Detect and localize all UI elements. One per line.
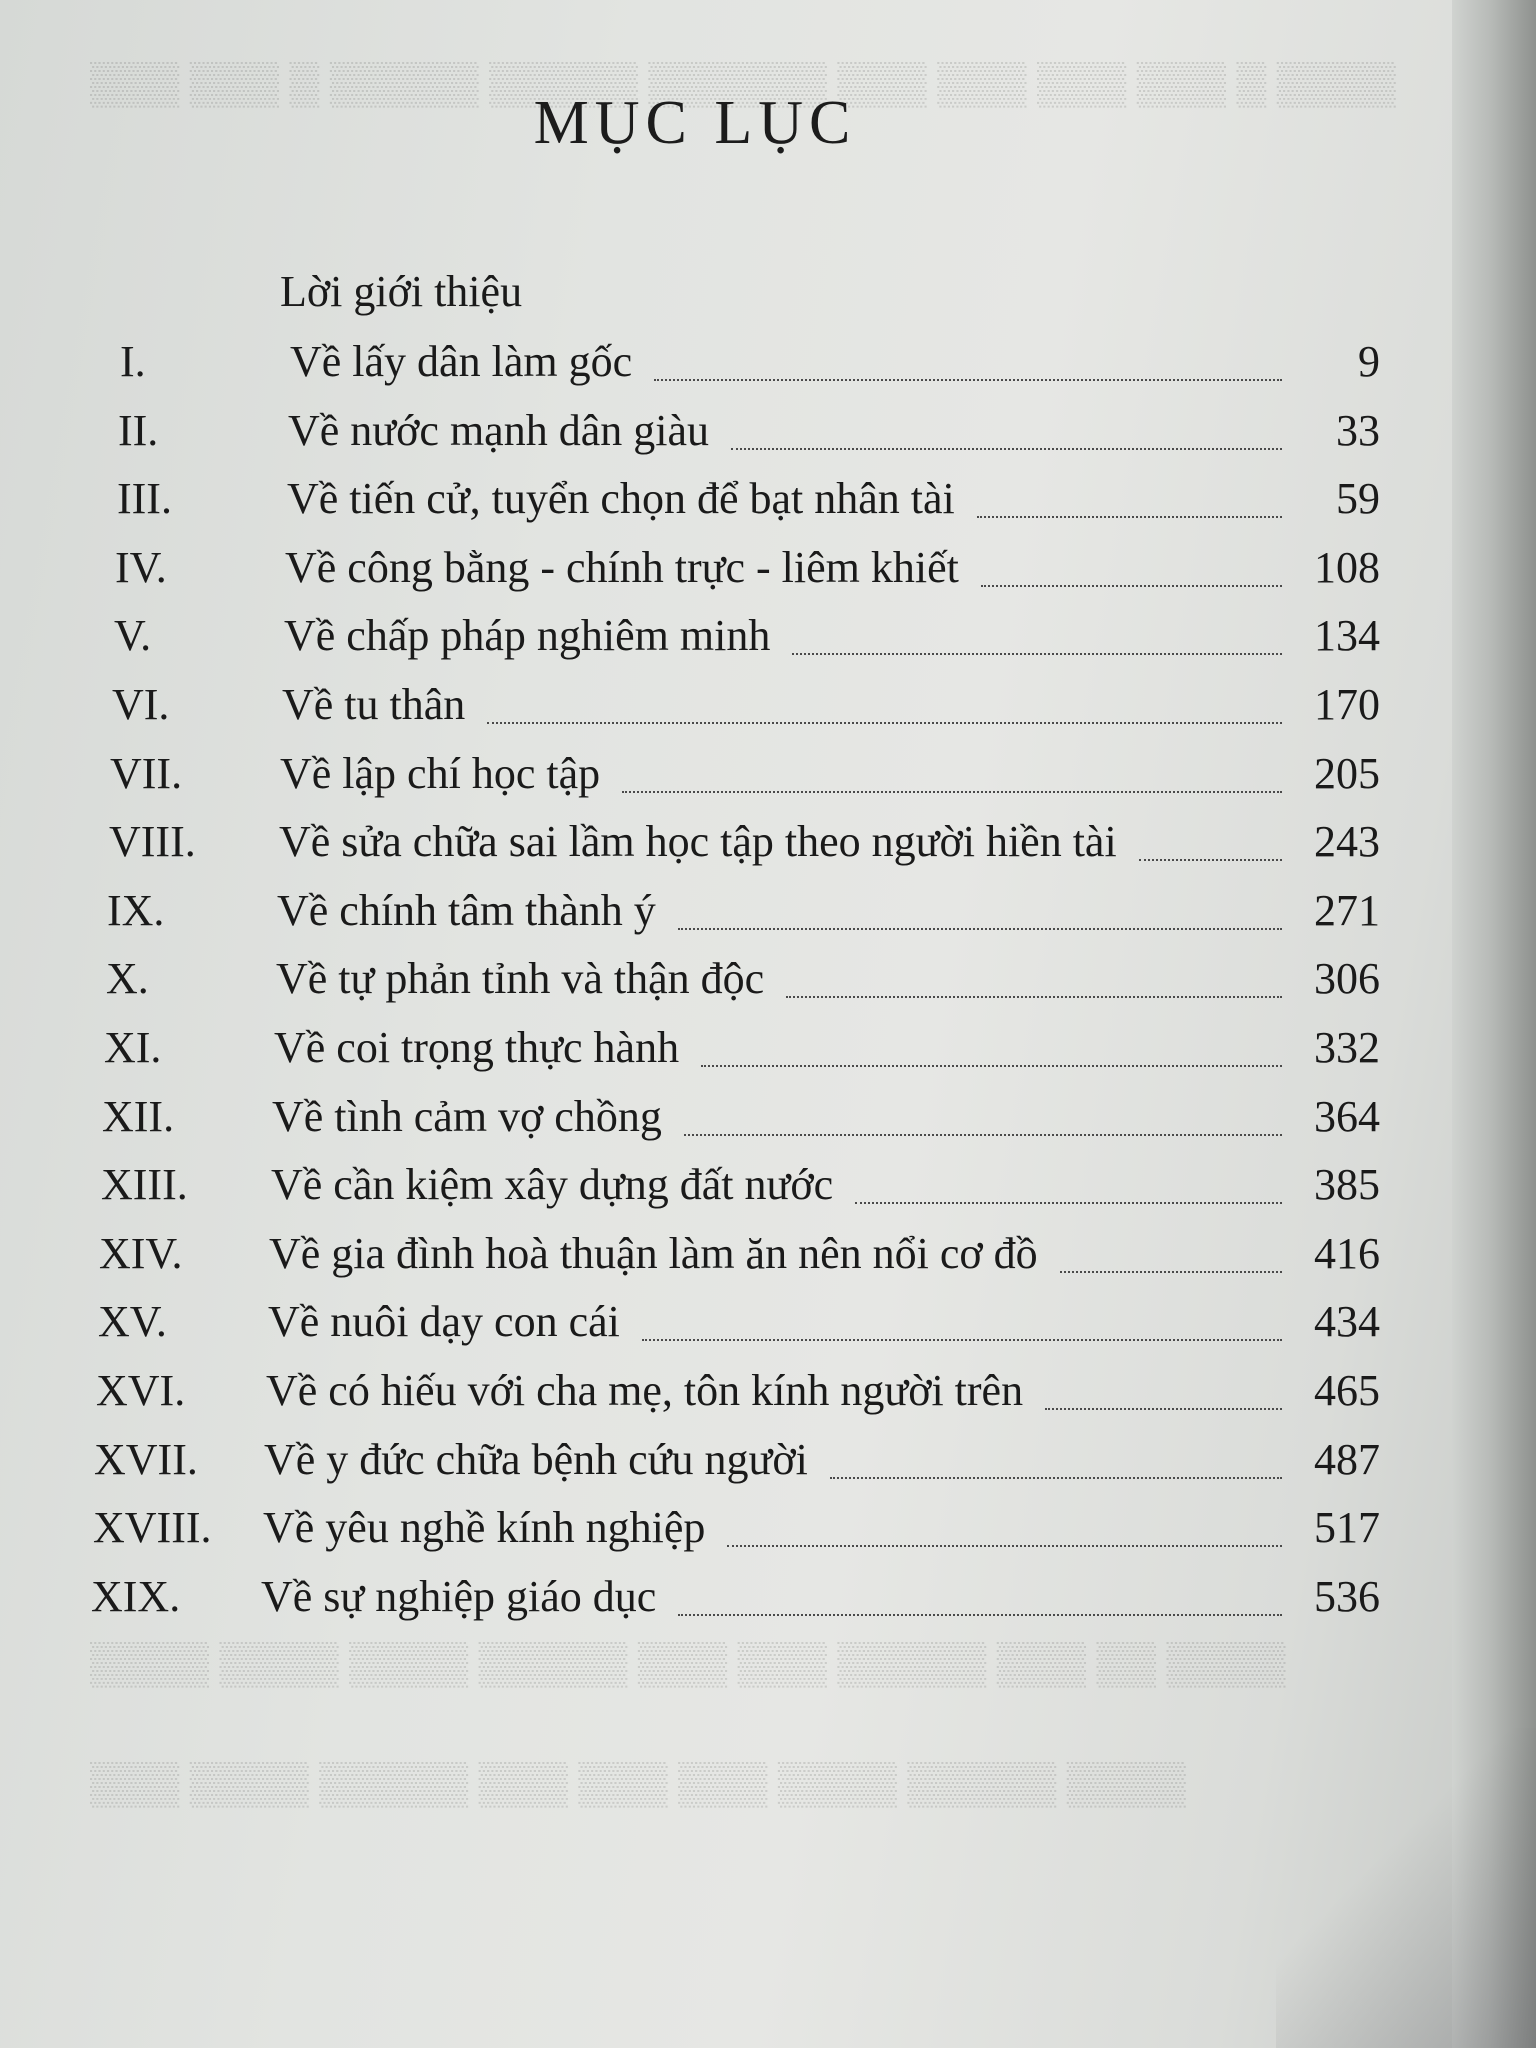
toc-chapter-number: XIV. [99, 1229, 183, 1278]
photo-shadow [1276, 1728, 1536, 2048]
toc-row[interactable] [99, 1228, 1380, 1288]
dot-leader [977, 516, 1282, 518]
dot-leader [642, 1339, 1282, 1341]
toc-row[interactable] [102, 1091, 1380, 1151]
toc-row[interactable] [115, 542, 1380, 602]
toc-chapter-number: VII. [110, 749, 183, 798]
toc-chapter-number: IV. [115, 543, 167, 592]
toc-chapter-title: Về công bằng - chính trực - liêm khiết [285, 543, 959, 592]
toc-chapter-number: III. [117, 474, 172, 523]
dot-leader [1060, 1271, 1282, 1273]
toc-chapter-title: Về sự nghiệp giáo dục [261, 1572, 657, 1621]
toc-row[interactable] [96, 1365, 1380, 1425]
toc-row[interactable] [112, 679, 1380, 739]
toc-row[interactable] [114, 610, 1380, 670]
toc-chapter-number: XIX. [91, 1572, 181, 1621]
toc-row[interactable] [101, 1159, 1380, 1219]
toc-chapter-title: Về y đức chữa bệnh cứu người [264, 1435, 808, 1484]
toc-chapter-number: X. [106, 954, 149, 1003]
toc-chapter-title: Về tu thân [282, 680, 466, 729]
toc-intro-row[interactable] [110, 266, 1400, 326]
toc-chapter-title: Về tự phản tỉnh và thận độc [276, 954, 765, 1003]
toc-chapter-title: Về cần kiệm xây dựng đất nước [271, 1160, 834, 1209]
toc-chapter-number: VIII. [109, 817, 196, 866]
toc-chapter-title: Về sửa chữa sai lầm học tập theo người hiền tài [279, 817, 1117, 866]
toc-page-number: 465 [1314, 1366, 1380, 1415]
toc-row[interactable] [106, 953, 1380, 1013]
toc-chapter-title: Về gia đình hoà thuận làm ăn nên nổi cơ đồ [269, 1229, 1038, 1278]
toc-row[interactable] [104, 1022, 1380, 1082]
toc-page-number: 59 [1336, 474, 1380, 523]
toc-chapter-number: I. [120, 337, 146, 386]
dot-leader [830, 1477, 1282, 1479]
toc-page-number: 332 [1314, 1023, 1380, 1072]
toc-page-number: 434 [1314, 1297, 1380, 1346]
show-through-text: ▒▒▒▒ ▒ ▒▒▒ ▒▒▒ ▒▒▒ ▒▒▒ ▒▒▒▒▒▒ ▒▒▒▒▒ ▒▒▒▒▒ ▒ ▒▒▒ ▒▒▒ [90, 61, 1396, 107]
toc-chapter-title: Về nuôi dạy con cái [268, 1297, 620, 1346]
toc-chapter-title: Về lấy dân làm gốc [290, 337, 633, 386]
toc-chapter-number: XVII. [94, 1435, 198, 1484]
toc-chapter-number: XI. [104, 1023, 162, 1072]
toc-chapter-number: XIII. [101, 1160, 188, 1209]
toc-page-number: 364 [1314, 1092, 1380, 1141]
toc-chapter-number: XVIII. [93, 1503, 212, 1552]
dot-leader [792, 653, 1282, 655]
toc-page-number: 205 [1314, 749, 1380, 798]
dot-leader [981, 585, 1282, 587]
show-through-text: ▒▒▒▒ ▒▒▒▒▒ ▒▒▒▒ ▒▒▒ ▒▒▒ ▒▒▒ ▒▒▒▒▒ ▒▒▒▒ ▒▒▒ [90, 1761, 1186, 1807]
toc-row[interactable] [107, 885, 1380, 945]
toc-page-number: 134 [1314, 611, 1380, 660]
toc-chapter-title: Về lập chí học tập [280, 749, 601, 798]
toc-page-number: 536 [1314, 1572, 1380, 1621]
page-title: MỤC LỤC [533, 89, 857, 157]
dot-leader [727, 1545, 1282, 1547]
toc-row[interactable] [118, 405, 1380, 465]
toc-page-number: 108 [1314, 543, 1380, 592]
show-through-text: ▒▒▒▒ ▒▒ ▒▒▒ ▒▒▒▒▒ ▒▒▒ ▒▒▒ ▒▒▒▒▒ ▒▒▒▒ ▒▒▒▒ ▒▒▒▒ [90, 1641, 1286, 1687]
toc-chapter-title: Về chấp pháp nghiêm minh [284, 611, 771, 660]
toc-row[interactable] [93, 1502, 1380, 1562]
toc-page-number: 306 [1314, 954, 1380, 1003]
dot-leader [684, 1134, 1282, 1136]
toc-page-number: 271 [1314, 886, 1380, 935]
toc-chapter-number: II. [118, 406, 159, 455]
toc-chapter-number: V. [114, 611, 152, 660]
dot-leader [855, 1202, 1282, 1204]
toc-row[interactable] [117, 473, 1380, 533]
toc-row[interactable] [94, 1434, 1380, 1494]
dot-leader [701, 1065, 1282, 1067]
toc-row[interactable] [120, 336, 1380, 396]
dot-leader [487, 722, 1282, 724]
toc-chapter-title: Về coi trọng thực hành [274, 1023, 680, 1072]
toc-row[interactable] [91, 1571, 1380, 1631]
toc-chapter-number: XII. [102, 1092, 175, 1141]
toc-page-number: 243 [1314, 817, 1380, 866]
toc-row[interactable] [110, 748, 1380, 808]
toc-chapter-title: Về nước mạnh dân giàu [288, 406, 709, 455]
toc-chapter-number: IX. [107, 886, 165, 935]
toc-chapter-title: Về có hiếu với cha mẹ, tôn kính người trên [266, 1366, 1024, 1415]
toc-chapter-title: Về tiến cử, tuyển chọn để bạt nhân tài [287, 474, 955, 523]
toc-row[interactable] [98, 1296, 1380, 1356]
toc-chapter-title: Về chính tâm thành ý [277, 886, 656, 935]
dot-leader [786, 996, 1282, 998]
dot-leader [1139, 859, 1282, 861]
toc-intro-title: Lời giới thiệu [280, 267, 523, 316]
toc-page-number: 170 [1314, 680, 1380, 729]
toc-chapter-number: VI. [112, 680, 170, 729]
toc-page-number: 9 [1358, 337, 1380, 386]
toc-chapter-number: XVI. [96, 1366, 186, 1415]
dot-leader [1045, 1408, 1282, 1410]
toc-page-number: 517 [1314, 1503, 1380, 1552]
toc-chapter-number: XV. [98, 1297, 167, 1346]
toc-chapter-title: Về yêu nghề kính nghiệp [263, 1503, 706, 1552]
toc-page-number: 33 [1336, 406, 1380, 455]
toc-chapter-title: Về tình cảm vợ chồng [272, 1092, 662, 1141]
toc-page-number: 385 [1314, 1160, 1380, 1209]
toc-page-number: 416 [1314, 1229, 1380, 1278]
dot-leader [622, 791, 1282, 793]
toc-row[interactable] [109, 816, 1380, 876]
toc-page-number: 487 [1314, 1435, 1380, 1484]
dot-leader [678, 928, 1282, 930]
dot-leader [731, 448, 1282, 450]
dot-leader [678, 1614, 1282, 1616]
dot-leader [654, 379, 1282, 381]
